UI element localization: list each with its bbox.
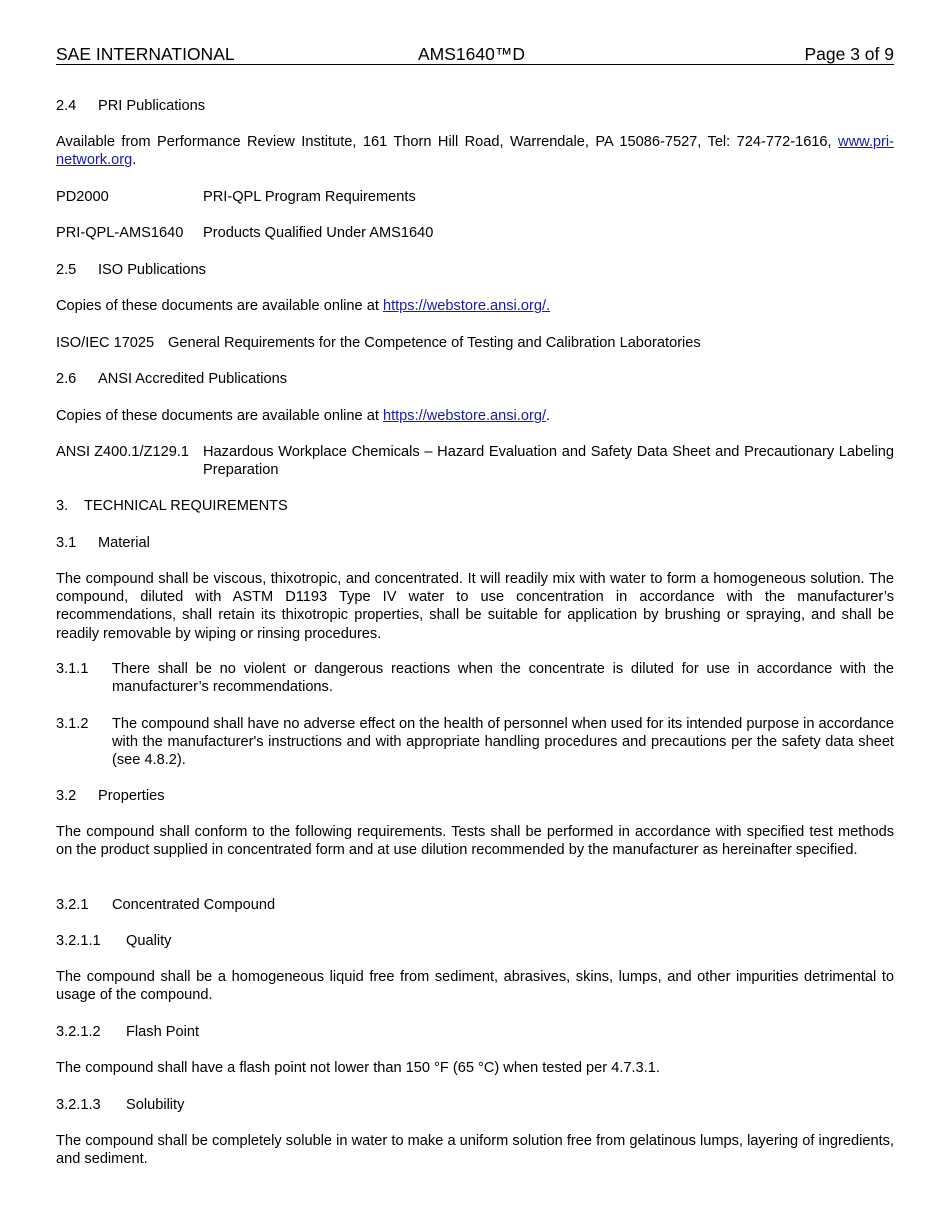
section-title: Concentrated Compound — [112, 897, 276, 913]
section-number: 3.2 — [56, 788, 77, 804]
pri-availability-paragraph — [56, 133, 894, 169]
reference-title: PRI-QPL Program Requirements — [203, 189, 416, 205]
flash-point-paragraph: The compound shall have a flash point not lower than 150 °F (65 °C) when tested per 4.7.3.1. — [56, 1060, 660, 1076]
paragraph-number: 3.1.2 — [56, 716, 89, 732]
iso-availability-text: Copies of these documents are available online at — [56, 298, 383, 314]
section-title: Properties — [98, 788, 165, 804]
ansi-webstore-link[interactable]: https://webstore.ansi.org/. — [382, 298, 551, 314]
reference-code: ISO/IEC 17025 — [56, 335, 155, 351]
section-heading-2-5 — [56, 261, 894, 279]
pri-availability-end: . — [132, 152, 137, 169]
section-heading-2-6 — [56, 370, 894, 388]
section-title: ANSI Accredited Publications — [98, 371, 288, 387]
paragraph-text: The compound shall have no adverse effect on the health of personnel when used for its intended purpose in accordance with the manufacturer's instructions and with appropriate handling procedures and precautions per the safety data sheet (see 4.8.2). — [112, 716, 894, 769]
section-title: Flash Point — [126, 1024, 200, 1040]
section-number: 2.4 — [56, 98, 77, 114]
quality-paragraph: The compound shall be a homogeneous liquid free from sediment, abrasives, skins, lumps, and other impurities detrimental to usage of the compound. — [56, 969, 894, 1004]
reference-code: PD2000 — [56, 189, 109, 205]
section-title: TECHNICAL REQUIREMENTS — [84, 498, 288, 514]
section-title: Solubility — [126, 1097, 185, 1113]
section-heading-2-4 — [56, 97, 894, 115]
section-number: 3.2.1 — [56, 897, 89, 913]
header-document-number: AMS1640™D — [418, 44, 525, 64]
section-heading-3-2-1-2 — [56, 1023, 894, 1041]
section-number: 2.5 — [56, 262, 77, 278]
section-title: ISO Publications — [98, 262, 206, 278]
paragraph-text: There shall be no violent or dangerous reactions when the concentrate is diluted for use in accordance with the manufacturer’s recommendations. — [112, 661, 894, 696]
section-heading-3-2-1 — [56, 896, 894, 914]
section-title: Material — [98, 535, 150, 551]
reference-ansi-z400 — [56, 443, 894, 479]
reference-iso-iec-17025 — [56, 334, 894, 352]
section-number: 3.2.1.1 — [56, 933, 101, 949]
reference-code: PRI-QPL-AMS1640 — [56, 225, 184, 241]
reference-title: Hazardous Workplace Chemicals – Hazard Evaluation and Safety Data Sheet and Precautionary Labeling Preparation — [203, 444, 894, 479]
material-paragraph: The compound shall be viscous, thixotropic, and concentrated. It will readily mix with water to form a homogeneous solution. The compound, diluted with ASTM D1193 Type IV water to use concentration in accordance with the manufacturer’s recommendations, shall retain its thixotropic properties, shall be suitable for application by brushing or spraying, and shall be readily removable by wiping or rinsing procedures. — [56, 571, 894, 642]
page-header — [56, 44, 894, 65]
section-number: 3.2.1.2 — [56, 1024, 101, 1040]
section-number: 2.6 — [56, 371, 77, 387]
section-heading-3-2-1-1 — [56, 932, 894, 950]
section-number: 3.1 — [56, 535, 77, 551]
iso-availability-paragraph — [56, 297, 894, 315]
reference-title: Products Qualified Under AMS1640 — [203, 225, 434, 241]
paragraph-3-1-2 — [56, 715, 894, 770]
section-number: 3.2.1.3 — [56, 1097, 101, 1113]
solubility-paragraph: The compound shall be completely soluble in water to make a uniform solution free from gelatinous lumps, layering of ingredients, and sediment. — [56, 1133, 894, 1168]
header-publisher: SAE INTERNATIONAL — [56, 44, 235, 64]
section-title: PRI Publications — [98, 98, 206, 114]
ansi-availability-end: . — [546, 408, 551, 424]
reference-code: ANSI Z400.1/Z129.1 — [56, 444, 190, 460]
pri-network-link[interactable]: www.pri-network.org — [56, 134, 894, 169]
pri-availability-text: Available from Performance Review Institute, 161 Thorn Hill Road, Warrendale, PA 15086-7527, Tel: 724-772-1616, — [56, 134, 839, 150]
reference-pri-qpl-ams1640 — [56, 224, 894, 242]
section-heading-3-1 — [56, 534, 894, 552]
section-heading-3-2 — [56, 787, 894, 805]
paragraph-number: 3.1.1 — [56, 661, 89, 677]
ansi-availability-paragraph — [56, 407, 894, 425]
header-page-number: Page 3 of 9 — [804, 44, 894, 64]
reference-title: General Requirements for the Competence of Testing and Calibration Laboratories — [168, 335, 701, 351]
ansi-webstore-link-2[interactable]: https://webstore.ansi.org/ — [382, 408, 546, 424]
reference-pd2000 — [56, 188, 894, 206]
properties-paragraph: The compound shall conform to the following requirements. Tests shall be performed in accordance with specified test methods on the product supplied in concentrated form and at use dilution recommended by the manufacturer as hereinafter specified. — [56, 824, 894, 859]
section-number: 3. — [56, 498, 69, 514]
ansi-availability-text: Copies of these documents are available online at — [56, 408, 383, 424]
section-title: Quality — [126, 933, 172, 949]
paragraph-3-1-1 — [56, 660, 894, 696]
section-heading-3 — [56, 497, 894, 515]
section-heading-3-2-1-3 — [56, 1096, 894, 1114]
